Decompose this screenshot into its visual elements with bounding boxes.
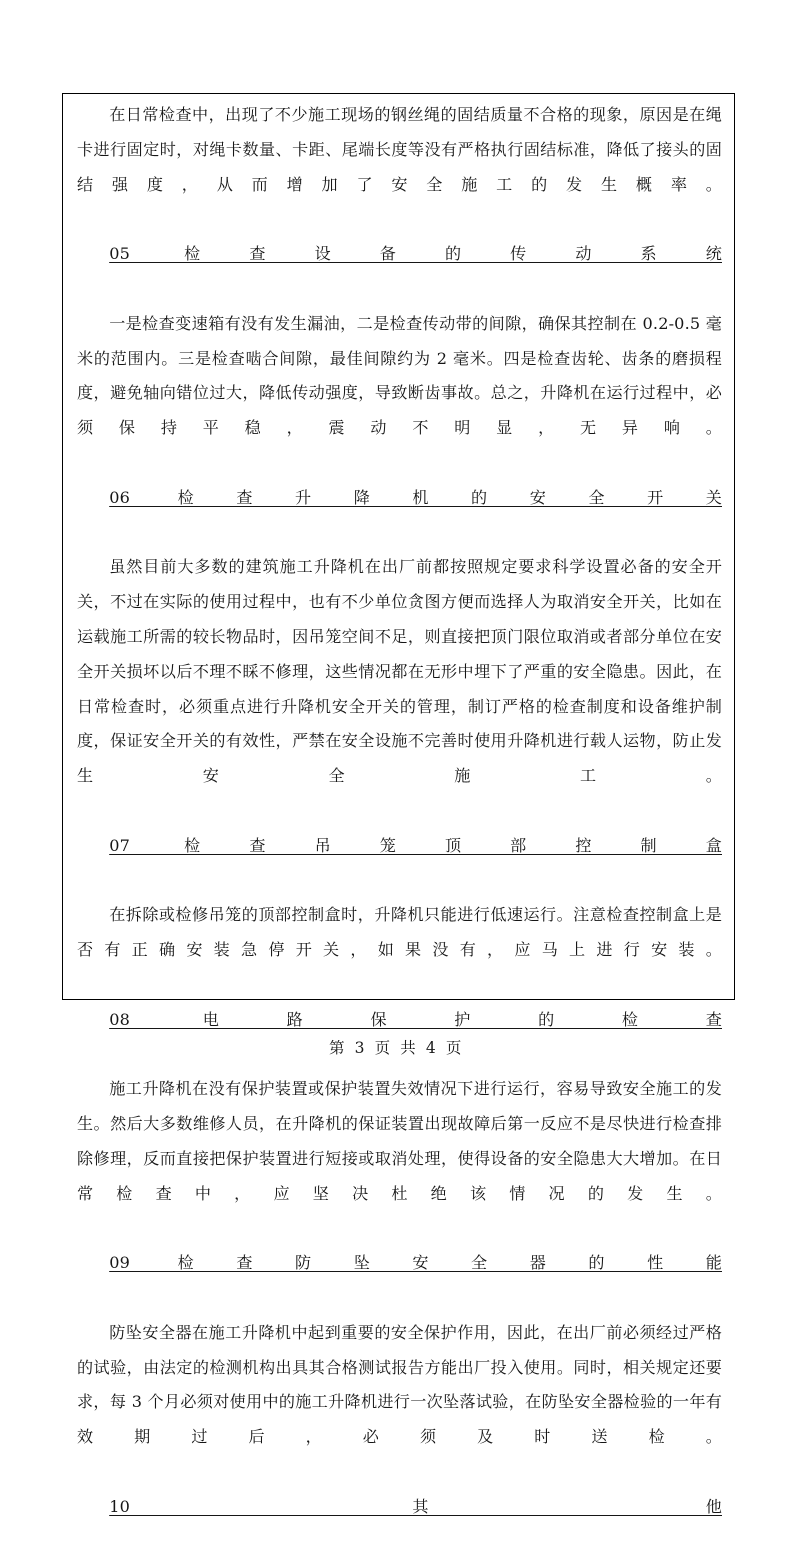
heading-07 xyxy=(77,829,722,899)
paragraph-07-body: 在拆除或检修吊笼的顶部控制盒时，升降机只能进行低速运行。注意检查控制盒上是否有正确安装急停开关，如果没有，应马上进行安装。 xyxy=(77,905,722,960)
page-number-label: 第 3 页 共 4 页 xyxy=(329,1039,464,1057)
heading-06-label: 06 检查升降机的安全开关 xyxy=(109,487,722,507)
paragraph-09-body: 防坠安全器在施工升降机中起到重要的安全保护作用，因此，在出厂前必须经过严格的试验，由法定的检测机构出具其合格测试报告方能出厂投入使用。同时，相关规定还要求，每 3 个月必须对使用中的施工升降机进行一次坠落试验，在防坠安全器检验的一年有效期过后，必须及时送检。 xyxy=(77,1322,722,1447)
heading-09 xyxy=(77,1246,722,1316)
heading-05-label: 05 检查设备的传动系统 xyxy=(109,244,722,264)
paragraph-08-body: 施工升降机在没有保护装置或保护装置失效情况下进行运行，容易导致安全施工的发生。然后大多数维修人员，在升降机的保证装置出现故障后第一反应不是尽快进行检查排除修理，反而直接把保护装置进行短接或取消处理，使得设备的安全隐患大大增加。在日常检查中，应坚决杜绝该情况的发生。 xyxy=(77,1079,722,1203)
heading-06 xyxy=(77,481,722,551)
heading-10-label: 10 其他 xyxy=(109,1496,722,1516)
heading-09-label: 09 检查防坠安全器的性能 xyxy=(109,1253,722,1273)
paragraph-intro: 在日常检查中，出现了不少施工现场的钢丝绳的固结质量不合格的现象，原因是在绳卡进行固定时，对绳卡数量、卡距、尾端长度等没有严格执行固结标准，降低了接头的固结强度，从而增加了安全施工的发生概率。 xyxy=(77,105,722,194)
paragraph-05-body: 一是检查变速箱有没有发生漏油，二是检查传动带的间隙，确保其控制在 0.2-0.5 毫米的范围内。三是检查啮合间隙，最佳间隙约为 2 毫米。四是检查齿轮、齿条的磨损程度，避免轴向错位过大，降低传动强度，导致断齿事故。总之，升降机在运行过程中，必须保持平稳，震动不明显，无异响。 xyxy=(77,313,722,438)
document-body xyxy=(77,98,722,1559)
heading-10 xyxy=(77,1490,722,1559)
page-footer xyxy=(0,1036,793,1058)
heading-05 xyxy=(77,237,722,307)
paragraph-06-body: 虽然目前大多数的建筑施工升降机在出厂前都按照规定要求科学设置必备的安全开关，不过在实际的使用过程中，也有不少单位贪图方便而选择人为取消安全开关，比如在运载施工所需的较长物品时，因吊笼空间不足，则直接把顶门限位取消或者部分单位在安全开关损坏以后不理不睬不修理，这些情况都在无形中埋下了严重的安全隐患。因此，在日常检查时，必须重点进行升降机安全开关的管理，制订严格的检查制度和设备维护制度，保证安全开关的有效性，严禁在安全设施不完善时使用升降机进行载人运物，防止发生安全施工。 xyxy=(77,557,722,786)
heading-07-label: 07 检查吊笼顶部控制盒 xyxy=(109,835,722,855)
heading-08-label: 08 电路保护的检查 xyxy=(109,1009,722,1029)
